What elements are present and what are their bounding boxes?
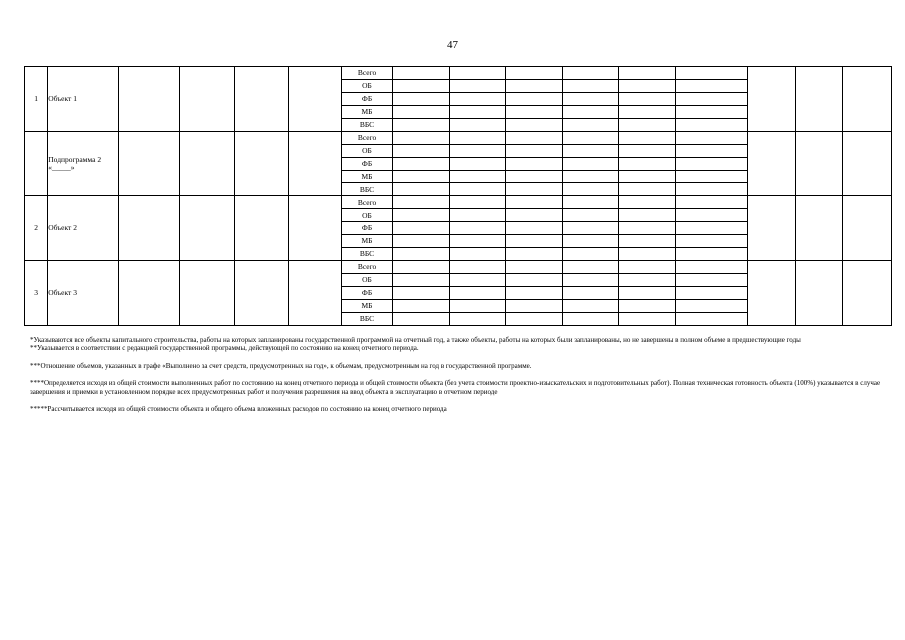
empty-cell xyxy=(180,261,235,326)
value-cell xyxy=(392,209,449,222)
value-cell xyxy=(676,105,748,118)
value-cell xyxy=(506,286,563,299)
value-cell xyxy=(676,67,748,80)
value-cell xyxy=(506,157,563,170)
value-cell xyxy=(619,67,676,80)
summary-cell xyxy=(795,196,843,261)
table-body xyxy=(25,67,892,326)
value-cell xyxy=(619,248,676,261)
funding-source: МБ xyxy=(342,170,393,183)
summary-cell xyxy=(748,131,796,196)
value-cell xyxy=(392,222,449,235)
value-cell xyxy=(392,118,449,131)
value-cell xyxy=(676,286,748,299)
row-number xyxy=(25,131,48,196)
value-cell xyxy=(392,157,449,170)
summary-cell xyxy=(748,261,796,326)
funding-source: ОБ xyxy=(342,209,393,222)
value-cell xyxy=(392,67,449,80)
table-row xyxy=(25,131,892,144)
value-cell xyxy=(676,209,748,222)
value-cell xyxy=(506,79,563,92)
funding-source: ВБС xyxy=(342,248,393,261)
value-cell xyxy=(563,261,619,274)
value-cell xyxy=(392,286,449,299)
value-cell xyxy=(563,183,619,196)
value-cell xyxy=(392,144,449,157)
page-number: 47 xyxy=(447,39,458,51)
funding-source: ОБ xyxy=(342,274,393,287)
value-cell xyxy=(449,248,505,261)
empty-cell xyxy=(235,261,289,326)
value-cell xyxy=(563,157,619,170)
value-cell xyxy=(619,286,676,299)
object-name: Объект 2 xyxy=(48,196,119,261)
value-cell xyxy=(619,274,676,287)
value-cell xyxy=(449,299,505,312)
footnote-3: ***Отношение объемов, указанных в графе «Выполнено за счет средств, предусмотренных на год», к объемам, предусмотренным на год в государственной программе. xyxy=(30,361,532,370)
funding-source: ВБС xyxy=(342,118,393,131)
value-cell xyxy=(676,274,748,287)
value-cell xyxy=(619,209,676,222)
value-cell xyxy=(506,209,563,222)
value-cell xyxy=(449,92,505,105)
value-cell xyxy=(506,196,563,209)
value-cell xyxy=(449,79,505,92)
footnote-2: **Указывается в соответствии с редакцией государственной программы, действующей по состоянию на конец отчетного периода. xyxy=(30,344,419,353)
value-cell xyxy=(619,79,676,92)
row-number: 2 xyxy=(25,196,48,261)
value-cell xyxy=(563,286,619,299)
value-cell xyxy=(506,248,563,261)
funding-source: Всего xyxy=(342,261,393,274)
row-number: 3 xyxy=(25,261,48,326)
empty-cell xyxy=(119,131,180,196)
value-cell xyxy=(506,131,563,144)
value-cell xyxy=(449,274,505,287)
value-cell xyxy=(449,209,505,222)
summary-cell xyxy=(795,261,843,326)
value-cell xyxy=(676,235,748,248)
value-cell xyxy=(392,105,449,118)
funding-source: ФБ xyxy=(342,286,393,299)
value-cell xyxy=(563,196,619,209)
funding-source: Всего xyxy=(342,131,393,144)
funding-source: МБ xyxy=(342,105,393,118)
value-cell xyxy=(392,235,449,248)
value-cell xyxy=(392,312,449,325)
value-cell xyxy=(619,170,676,183)
footnote-4: ****Определяется исходя из общей стоимости выполненных работ по состоянию на конец отчетного периода и общей стоимости объекта (без учета стоимости проектно-изыскательских и подготовительных работ). Полная техническая готовность объекта (100%) указывается в случае завершения и приемки в установленном порядке всех предусмотренных работ и получения разрешения на ввод объекта в эксплуатацию в отчетном периоде xyxy=(30,379,881,396)
funding-source: ОБ xyxy=(342,144,393,157)
value-cell xyxy=(449,235,505,248)
value-cell xyxy=(506,274,563,287)
summary-cell xyxy=(748,196,796,261)
value-cell xyxy=(563,105,619,118)
value-cell xyxy=(563,118,619,131)
value-cell xyxy=(676,312,748,325)
funding-source: ФБ xyxy=(342,157,393,170)
object-name: Подпрограмма 2 «_____» xyxy=(48,131,119,196)
value-cell xyxy=(506,105,563,118)
value-cell xyxy=(563,274,619,287)
summary-cell xyxy=(843,196,892,261)
value-cell xyxy=(563,299,619,312)
funding-source: Всего xyxy=(342,196,393,209)
empty-cell xyxy=(235,67,289,132)
value-cell xyxy=(449,67,505,80)
value-cell xyxy=(676,118,748,131)
table-row xyxy=(25,261,892,274)
value-cell xyxy=(392,261,449,274)
funding-source: ОБ xyxy=(342,79,393,92)
value-cell xyxy=(619,92,676,105)
value-cell xyxy=(676,144,748,157)
value-cell xyxy=(619,261,676,274)
empty-cell xyxy=(119,261,180,326)
value-cell xyxy=(619,196,676,209)
value-cell xyxy=(449,261,505,274)
value-cell xyxy=(449,222,505,235)
value-cell xyxy=(392,92,449,105)
value-cell xyxy=(506,183,563,196)
empty-cell xyxy=(119,196,180,261)
value-cell xyxy=(563,248,619,261)
empty-cell xyxy=(119,67,180,132)
value-cell xyxy=(449,196,505,209)
funding-source: ВБС xyxy=(342,183,393,196)
summary-cell xyxy=(795,131,843,196)
value-cell xyxy=(676,157,748,170)
value-cell xyxy=(563,92,619,105)
value-cell xyxy=(449,286,505,299)
footnote-1: *Указываются все объекты капитального строительства, работы на которых запланированы государственной программой на отчетный год, а также объекты, работы на которых были запланированы, но не завершены в полном объеме в предшествующие годы xyxy=(30,336,801,344)
value-cell xyxy=(449,131,505,144)
funding-source: Всего xyxy=(342,67,393,80)
summary-cell xyxy=(748,67,796,132)
value-cell xyxy=(506,235,563,248)
value-cell xyxy=(449,312,505,325)
value-cell xyxy=(392,170,449,183)
table-row xyxy=(25,196,892,209)
value-cell xyxy=(449,144,505,157)
value-cell xyxy=(449,105,505,118)
value-cell xyxy=(506,92,563,105)
value-cell xyxy=(506,222,563,235)
value-cell xyxy=(676,183,748,196)
value-cell xyxy=(392,79,449,92)
value-cell xyxy=(676,131,748,144)
value-cell xyxy=(619,312,676,325)
value-cell xyxy=(563,222,619,235)
object-name: Объект 1 xyxy=(48,67,119,132)
value-cell xyxy=(619,118,676,131)
value-cell xyxy=(676,248,748,261)
footnotes xyxy=(30,336,892,413)
empty-cell xyxy=(289,261,342,326)
value-cell xyxy=(392,131,449,144)
value-cell xyxy=(563,235,619,248)
value-cell xyxy=(449,170,505,183)
value-cell xyxy=(506,170,563,183)
report-table xyxy=(24,66,892,326)
value-cell xyxy=(506,67,563,80)
value-cell xyxy=(392,196,449,209)
empty-cell xyxy=(289,67,342,132)
value-cell xyxy=(563,312,619,325)
value-cell xyxy=(676,79,748,92)
empty-cell xyxy=(180,196,235,261)
footnote-5: *****Рассчитывается исходя из общей стоимости объекта и общего объема вложенных расходов по состоянию на конец отчетного периода xyxy=(30,404,447,413)
value-cell xyxy=(676,170,748,183)
table-row xyxy=(25,67,892,80)
empty-cell xyxy=(235,196,289,261)
value-cell xyxy=(619,157,676,170)
empty-cell xyxy=(180,67,235,132)
value-cell xyxy=(676,261,748,274)
value-cell xyxy=(506,299,563,312)
value-cell xyxy=(563,170,619,183)
value-cell xyxy=(392,274,449,287)
summary-cell xyxy=(843,67,892,132)
summary-cell xyxy=(795,67,843,132)
value-cell xyxy=(619,144,676,157)
value-cell xyxy=(619,105,676,118)
funding-source: ФБ xyxy=(342,222,393,235)
value-cell xyxy=(676,299,748,312)
value-cell xyxy=(449,183,505,196)
value-cell xyxy=(563,144,619,157)
value-cell xyxy=(676,92,748,105)
funding-source: МБ xyxy=(342,235,393,248)
value-cell xyxy=(619,131,676,144)
value-cell xyxy=(506,144,563,157)
empty-cell xyxy=(289,196,342,261)
value-cell xyxy=(506,118,563,131)
value-cell xyxy=(676,196,748,209)
value-cell xyxy=(506,261,563,274)
value-cell xyxy=(449,118,505,131)
empty-cell xyxy=(289,131,342,196)
empty-cell xyxy=(180,131,235,196)
funding-source: ФБ xyxy=(342,92,393,105)
funding-source: ВБС xyxy=(342,312,393,325)
value-cell xyxy=(676,222,748,235)
value-cell xyxy=(392,248,449,261)
value-cell xyxy=(563,67,619,80)
value-cell xyxy=(563,79,619,92)
value-cell xyxy=(392,183,449,196)
summary-cell xyxy=(843,261,892,326)
value-cell xyxy=(392,299,449,312)
summary-cell xyxy=(843,131,892,196)
value-cell xyxy=(619,299,676,312)
value-cell xyxy=(619,183,676,196)
funding-source: МБ xyxy=(342,299,393,312)
value-cell xyxy=(449,157,505,170)
value-cell xyxy=(619,235,676,248)
value-cell xyxy=(619,222,676,235)
row-number: 1 xyxy=(25,67,48,132)
value-cell xyxy=(506,312,563,325)
value-cell xyxy=(563,209,619,222)
empty-cell xyxy=(235,131,289,196)
value-cell xyxy=(563,131,619,144)
object-name: Объект 3 xyxy=(48,261,119,326)
